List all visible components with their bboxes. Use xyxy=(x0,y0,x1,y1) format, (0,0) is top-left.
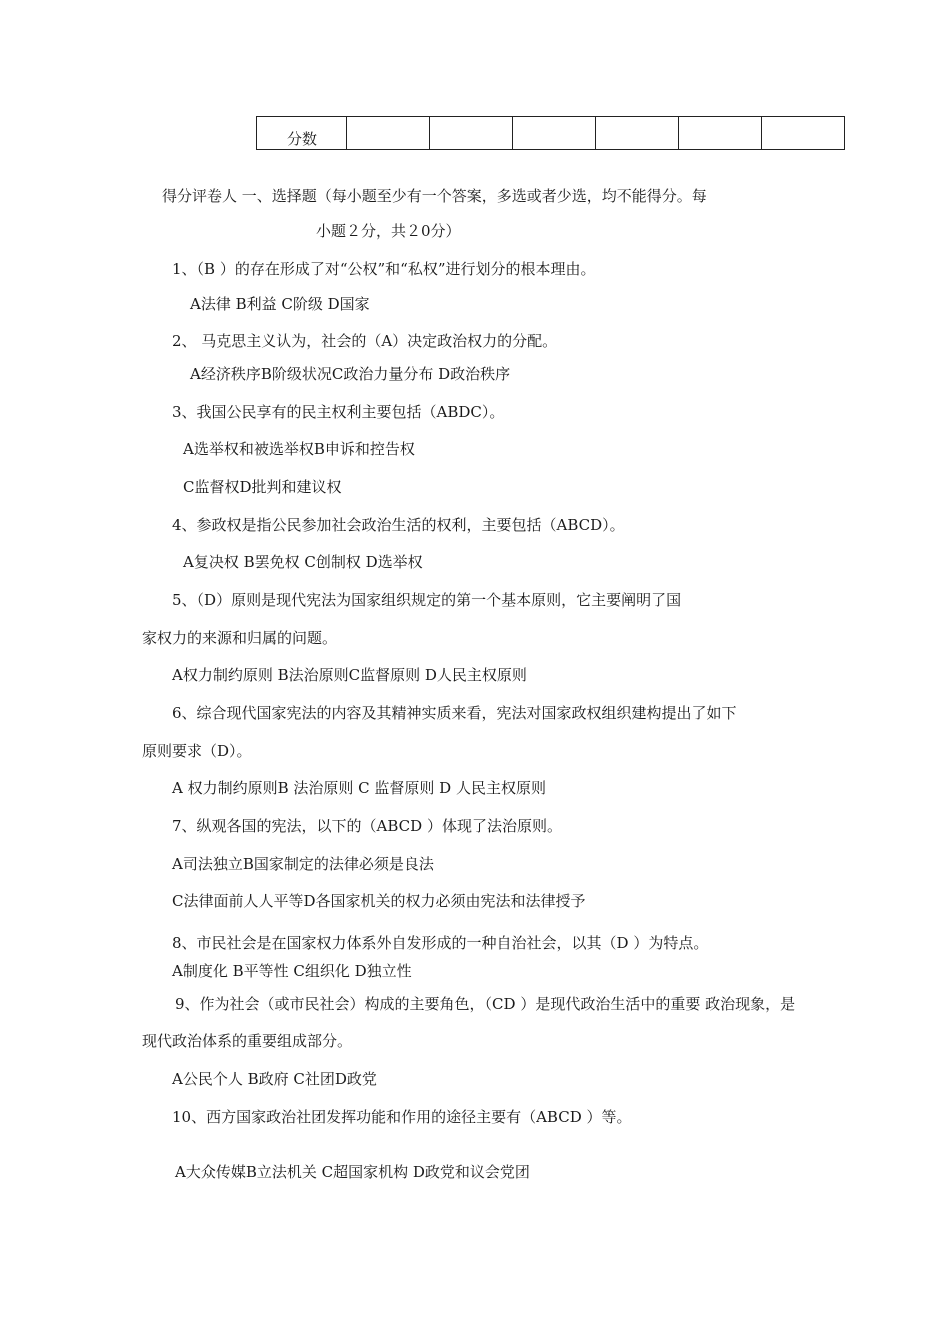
question-4: 4、参政权是指公民参加社会政治生活的权利，主要包括（ABCD）。 xyxy=(172,516,625,534)
options-7a: A司法独立B国家制定的法律必须是良法 xyxy=(172,855,434,873)
score-cell[interactable] xyxy=(430,117,513,150)
options-9: A公民个人 B政府 C社团D政党 xyxy=(172,1070,377,1088)
options-6: A 权力制约原则B 法治原则 C 监督原则 D 人民主权原则 xyxy=(172,779,546,797)
question-5: 5、（D）原则是现代宪法为国家组织规定的第一个基本原则，它主要阐明了国 xyxy=(172,591,682,609)
question-2: 2、 马克思主义认为，社会的（A）决定政治权力的分配。 xyxy=(172,332,558,350)
section-header: 得分评卷人 一、选择题（每小题至少有一个答案，多选或者少选，均不能得分。每 xyxy=(162,187,707,205)
score-table xyxy=(256,116,845,150)
question-9: 9、作为社会（或市民社会）构成的主要角色，（CD ）是现代政治生活中的重要 政治现象，是 xyxy=(175,995,796,1013)
section-header-cont: 小题２分，共２0分） xyxy=(316,222,461,240)
options-8: A制度化 B平等性 C组织化 D独立性 xyxy=(172,962,412,980)
score-cell[interactable] xyxy=(596,117,679,150)
question-10: 10、西方国家政治社团发挥功能和作用的途径主要有（ABCD ）等。 xyxy=(172,1108,632,1126)
score-cell[interactable] xyxy=(513,117,596,150)
question-9-cont: 现代政治体系的重要组成部分。 xyxy=(142,1032,353,1050)
score-cell[interactable] xyxy=(347,117,430,150)
options-4: A复决权 B罢免权 C创制权 D选举权 xyxy=(183,553,423,571)
question-6: 6、综合现代国家宪法的内容及其精神实质来看，宪法对国家政权组织建构提出了如下 xyxy=(172,704,737,722)
options-5: A权力制约原则 B法治原则C监督原则 D人民主权原则 xyxy=(172,666,527,684)
options-2: A经济秩序B阶级状况C政治力量分布 D政治秩序 xyxy=(190,365,511,383)
options-7b: C法律面前人人平等D各国家机关的权力必须由宪法和法律授予 xyxy=(172,892,586,910)
question-8: 8、市民社会是在国家权力体系外自发形成的一种自治社会，以其（D ）为特点。 xyxy=(172,934,709,952)
question-1: 1、（B ）的存在形成了对“公权”和“私权”进行划分的根本理由。 xyxy=(172,260,596,278)
score-cell[interactable] xyxy=(762,117,845,150)
score-label: 分数 xyxy=(257,117,347,150)
question-5-cont: 家权力的来源和归属的问题。 xyxy=(142,629,338,647)
question-3: 3、我国公民享有的民主权利主要包括（ABDC）。 xyxy=(172,403,505,421)
score-cell[interactable] xyxy=(679,117,762,150)
options-3a: A选举权和被选举权B申诉和控告权 xyxy=(183,440,415,458)
question-7: 7、纵观各国的宪法，以下的（ABCD ）体现了法治原则。 xyxy=(172,817,562,835)
options-3b: C监督权D批判和建议权 xyxy=(183,478,342,496)
options-10: A大众传媒B立法机关 C超国家机构 D政党和议会党团 xyxy=(175,1163,530,1181)
options-1: A法律 B利益 C阶级 D国家 xyxy=(190,295,370,313)
score-row xyxy=(257,117,845,150)
question-6-cont: 原则要求（D）。 xyxy=(142,742,252,760)
